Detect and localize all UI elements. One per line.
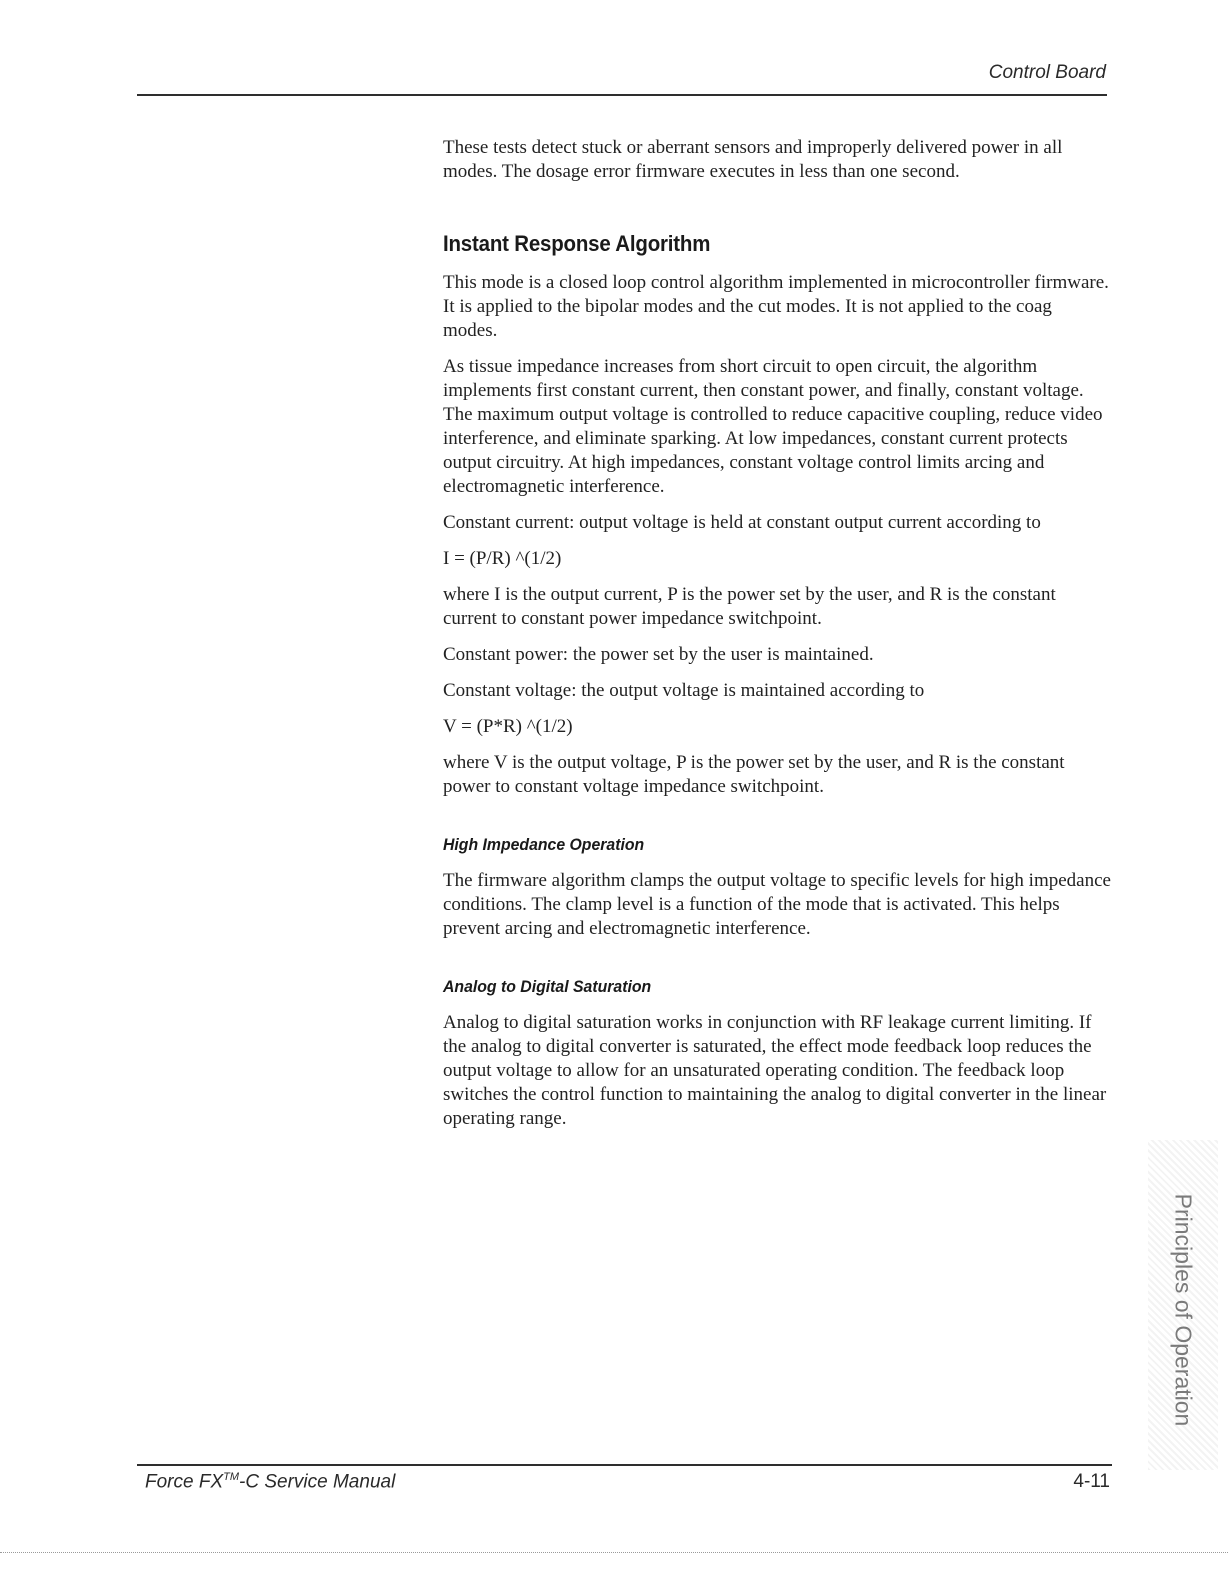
chapter-tab-label: Principles of Operation — [1170, 1193, 1197, 1427]
footer-rule — [137, 1464, 1112, 1466]
page-content — [443, 136, 1111, 1143]
paragraph-current-definition: where I is the output current, P is the power set by the user, and R is the constant current to constant power impedance switchpoint. — [443, 584, 1056, 629]
manual-title-name: Force FX — [145, 1471, 224, 1493]
intro-paragraph: These tests detect stuck or aberrant sensors and improperly delivered power in all modes. The dosage error firmware executes in less than one second. — [443, 137, 1063, 182]
paragraph-closed-loop: This mode is a closed loop control algorithm implemented in microcontroller firmware. It is applied to the bipolar modes and the cut modes. It is not applied to the coag modes. — [443, 272, 1109, 341]
paragraph-constant-power: Constant power: the power set by the user is maintained. — [443, 644, 874, 665]
paragraph-constant-current: Constant current: output voltage is held at constant output current according to — [443, 512, 1041, 533]
scan-edge-line — [0, 1552, 1228, 1553]
formula-voltage: V = (P*R) ^(1/2) — [443, 716, 573, 737]
paragraph-constant-voltage: Constant voltage: the output voltage is maintained according to — [443, 680, 925, 701]
trademark-mark: TM — [223, 1471, 240, 1483]
subheading-high-impedance: High Impedance Operation — [443, 835, 645, 854]
formula-current: I = (P/R) ^(1/2) — [443, 548, 562, 569]
paragraph-voltage-definition: where V is the output voltage, P is the power set by the user, and R is the constant power to constant voltage impedance switchpoint. — [443, 752, 1065, 797]
page-number: 4-11 — [1073, 1471, 1110, 1492]
header-rule — [137, 94, 1107, 96]
paragraph-high-impedance: The firmware algorithm clamps the output voltage to specific levels for high impedance conditions. The clamp level is a function of the mode that is activated. This helps prevent arcing and electromagnetic interference. — [443, 870, 1111, 939]
paragraph-analog-digital: Analog to digital saturation works in conjunction with RF leakage current limiting. If the analog to digital converter is saturated, the effect mode feedback loop reduces the output voltage to allow for an unsaturated operating condition. The feedback loop switches the control function to maintaining the analog to digital converter in the linear operating range. — [443, 1012, 1107, 1129]
paragraph-impedance: As tissue impedance increases from short circuit to open circuit, the algorithm implements first constant current, then constant power, and finally, constant voltage. The maximum output voltage is controlled to reduce capacitive coupling, reduce video interference, and eliminate sparking. At low impedances, constant current protects output circuitry. At high impedances, constant voltage control limits arcing and electromagnetic interference. — [443, 356, 1103, 497]
running-head: Control Board — [988, 62, 1106, 83]
section-heading: Instant Response Algorithm — [443, 231, 711, 256]
footer-manual-title — [145, 1471, 395, 1493]
manual-title-suffix: -C Service Manual — [239, 1471, 396, 1493]
subheading-analog-digital: Analog to Digital Saturation — [443, 977, 652, 996]
